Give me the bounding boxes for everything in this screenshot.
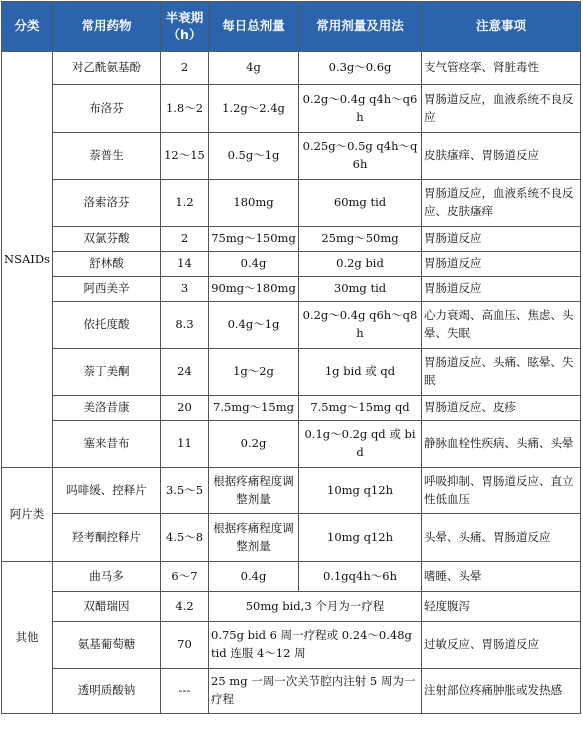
dose-usage-cell: 25 mg 一周一次关节腔内注射 5 周为一疗程 [209,669,422,714]
half-life-cell: 2 [161,227,209,252]
drug-cell: 吗啡缓、控释片 [53,468,161,514]
notes-cell: 胃肠道反应，血液系统不良反应、皮肤瘙痒 [422,180,581,227]
daily-dose-cell: 7.5mg～15mg [209,396,299,421]
drug-cell: 依托度酸 [53,302,161,349]
header-drug: 常用药物 [53,2,161,52]
category-cell: 其他 [2,562,53,714]
notes-cell: 胃肠道反应、头痛、眩晕、失眠 [422,349,581,396]
notes-cell: 嗜睡、头晕 [422,562,581,592]
drug-cell: 双醋瑞因 [53,592,161,622]
table-row [2,227,581,252]
half-life-cell: 12～15 [161,133,209,180]
category-cell: 阿片类 [2,468,53,562]
table-row [2,622,581,669]
header-notes: 注意事项 [422,2,581,52]
notes-cell: 胃肠道反应 [422,277,581,302]
usage-cell: 25mg～50mg [299,227,422,252]
header-row [2,2,581,52]
notes-cell: 胃肠道反应 [422,252,581,277]
notes-cell: 皮肤瘙痒、胃肠道反应 [422,133,581,180]
notes-cell: 过敏反应、胃肠道反应 [422,622,581,669]
drug-cell: 美洛昔康 [53,396,161,421]
usage-cell: 0.25g～0.5g q4h～q6h [299,133,422,180]
daily-dose-cell: 0.2g [209,421,299,468]
table-row [2,669,581,714]
notes-cell: 呼吸抑制、胃肠道反应、直立性低血压 [422,468,581,514]
header-daily-dose: 每日总剂量 [209,2,299,52]
drug-cell: 舒林酸 [53,252,161,277]
drug-cell: 洛索洛芬 [53,180,161,227]
notes-cell: 胃肠道反应、皮疹 [422,396,581,421]
drug-cell: 萘普生 [53,133,161,180]
notes-cell: 注射部位疼痛肿胀或发热感 [422,669,581,714]
dose-usage-cell: 50mg bid,3 个月为一疗程 [209,592,422,622]
drug-cell: 曲马多 [53,562,161,592]
daily-dose-cell: 4g [209,52,299,85]
usage-cell: 0.1g～0.2g qd 或 bid [299,421,422,468]
notes-cell: 心力衰竭、高血压、焦虑、头晕、失眠 [422,302,581,349]
table-row [2,421,581,468]
drug-cell: 阿西美辛 [53,277,161,302]
table-row [2,302,581,349]
half-life-cell: 1.8～2 [161,85,209,133]
half-life-cell: 2 [161,52,209,85]
dose-usage-cell: 0.75g bid 6 周一疗程或 0.24～0.48g tid 连服 4～12 周 [209,622,422,669]
table-row [2,468,581,514]
daily-dose-cell: 0.4g～1g [209,302,299,349]
half-life-cell: 4.5～8 [161,514,209,562]
usage-cell: 10mg q12h [299,468,422,514]
daily-dose-cell: 根据疼痛程度调整剂量 [209,514,299,562]
usage-cell: 0.3g～0.6g [299,52,422,85]
header-usage: 常用剂量及用法 [299,2,422,52]
daily-dose-cell: 75mg～150mg [209,227,299,252]
usage-cell: 7.5mg～15mg qd [299,396,422,421]
drug-cell: 羟考酮控释片 [53,514,161,562]
notes-cell: 静脉血栓性疾病、头痛、头晕 [422,421,581,468]
drug-cell: 双氯芬酸 [53,227,161,252]
table-row [2,277,581,302]
table-row [2,52,581,85]
daily-dose-cell: 180mg [209,180,299,227]
daily-dose-cell: 0.4g [209,252,299,277]
notes-cell: 胃肠道反应 [422,227,581,252]
daily-dose-cell: 0.5g～1g [209,133,299,180]
table-row [2,133,581,180]
usage-cell: 30mg tid [299,277,422,302]
table-row [2,252,581,277]
usage-cell: 0.2g～0.4g q4h～q6h [299,85,422,133]
notes-cell: 胃肠道反应，血液系统不良反应 [422,85,581,133]
category-cell: NSAIDs [2,52,53,468]
half-life-cell: 8.3 [161,302,209,349]
daily-dose-cell: 1.2g～2.4g [209,85,299,133]
half-life-cell: 3 [161,277,209,302]
usage-cell: 10mg q12h [299,514,422,562]
drug-cell: 塞来昔布 [53,421,161,468]
table-row [2,396,581,421]
half-life-cell: 24 [161,349,209,396]
drug-cell: 萘丁美酮 [53,349,161,396]
half-life-cell: 14 [161,252,209,277]
table-row [2,562,581,592]
half-life-cell: 1.2 [161,180,209,227]
daily-dose-cell: 1g～2g [209,349,299,396]
notes-cell: 支气管痉挛、肾脏毒性 [422,52,581,85]
table-row [2,85,581,133]
drug-cell: 透明质酸钠 [53,669,161,714]
usage-cell: 0.2g bid [299,252,422,277]
usage-cell: 60mg tid [299,180,422,227]
table-row [2,592,581,622]
medication-table [1,1,581,714]
header-category: 分类 [2,2,53,52]
header-half-life: 半衰期（h） [161,2,209,52]
half-life-cell: 20 [161,396,209,421]
drug-cell: 布洛芬 [53,85,161,133]
half-life-cell: --- [161,669,209,714]
half-life-cell: 11 [161,421,209,468]
half-life-cell: 3.5～5 [161,468,209,514]
table-row [2,349,581,396]
usage-cell: 0.2g～0.4g q6h～q8h [299,302,422,349]
half-life-cell: 4.2 [161,592,209,622]
notes-cell: 头晕、头痛、胃肠道反应 [422,514,581,562]
drug-cell: 对乙酰氨基酚 [53,52,161,85]
usage-cell: 1g bid 或 qd [299,349,422,396]
daily-dose-cell: 0.4g [209,562,299,592]
table-row [2,180,581,227]
daily-dose-cell: 90mg～180mg [209,277,299,302]
half-life-cell: 70 [161,622,209,669]
notes-cell: 轻度腹泻 [422,592,581,622]
table-row [2,514,581,562]
usage-cell: 0.1gq4h～6h [299,562,422,592]
drug-cell: 氨基葡萄糖 [53,622,161,669]
half-life-cell: 6～7 [161,562,209,592]
daily-dose-cell: 根据疼痛程度调整剂量 [209,468,299,514]
